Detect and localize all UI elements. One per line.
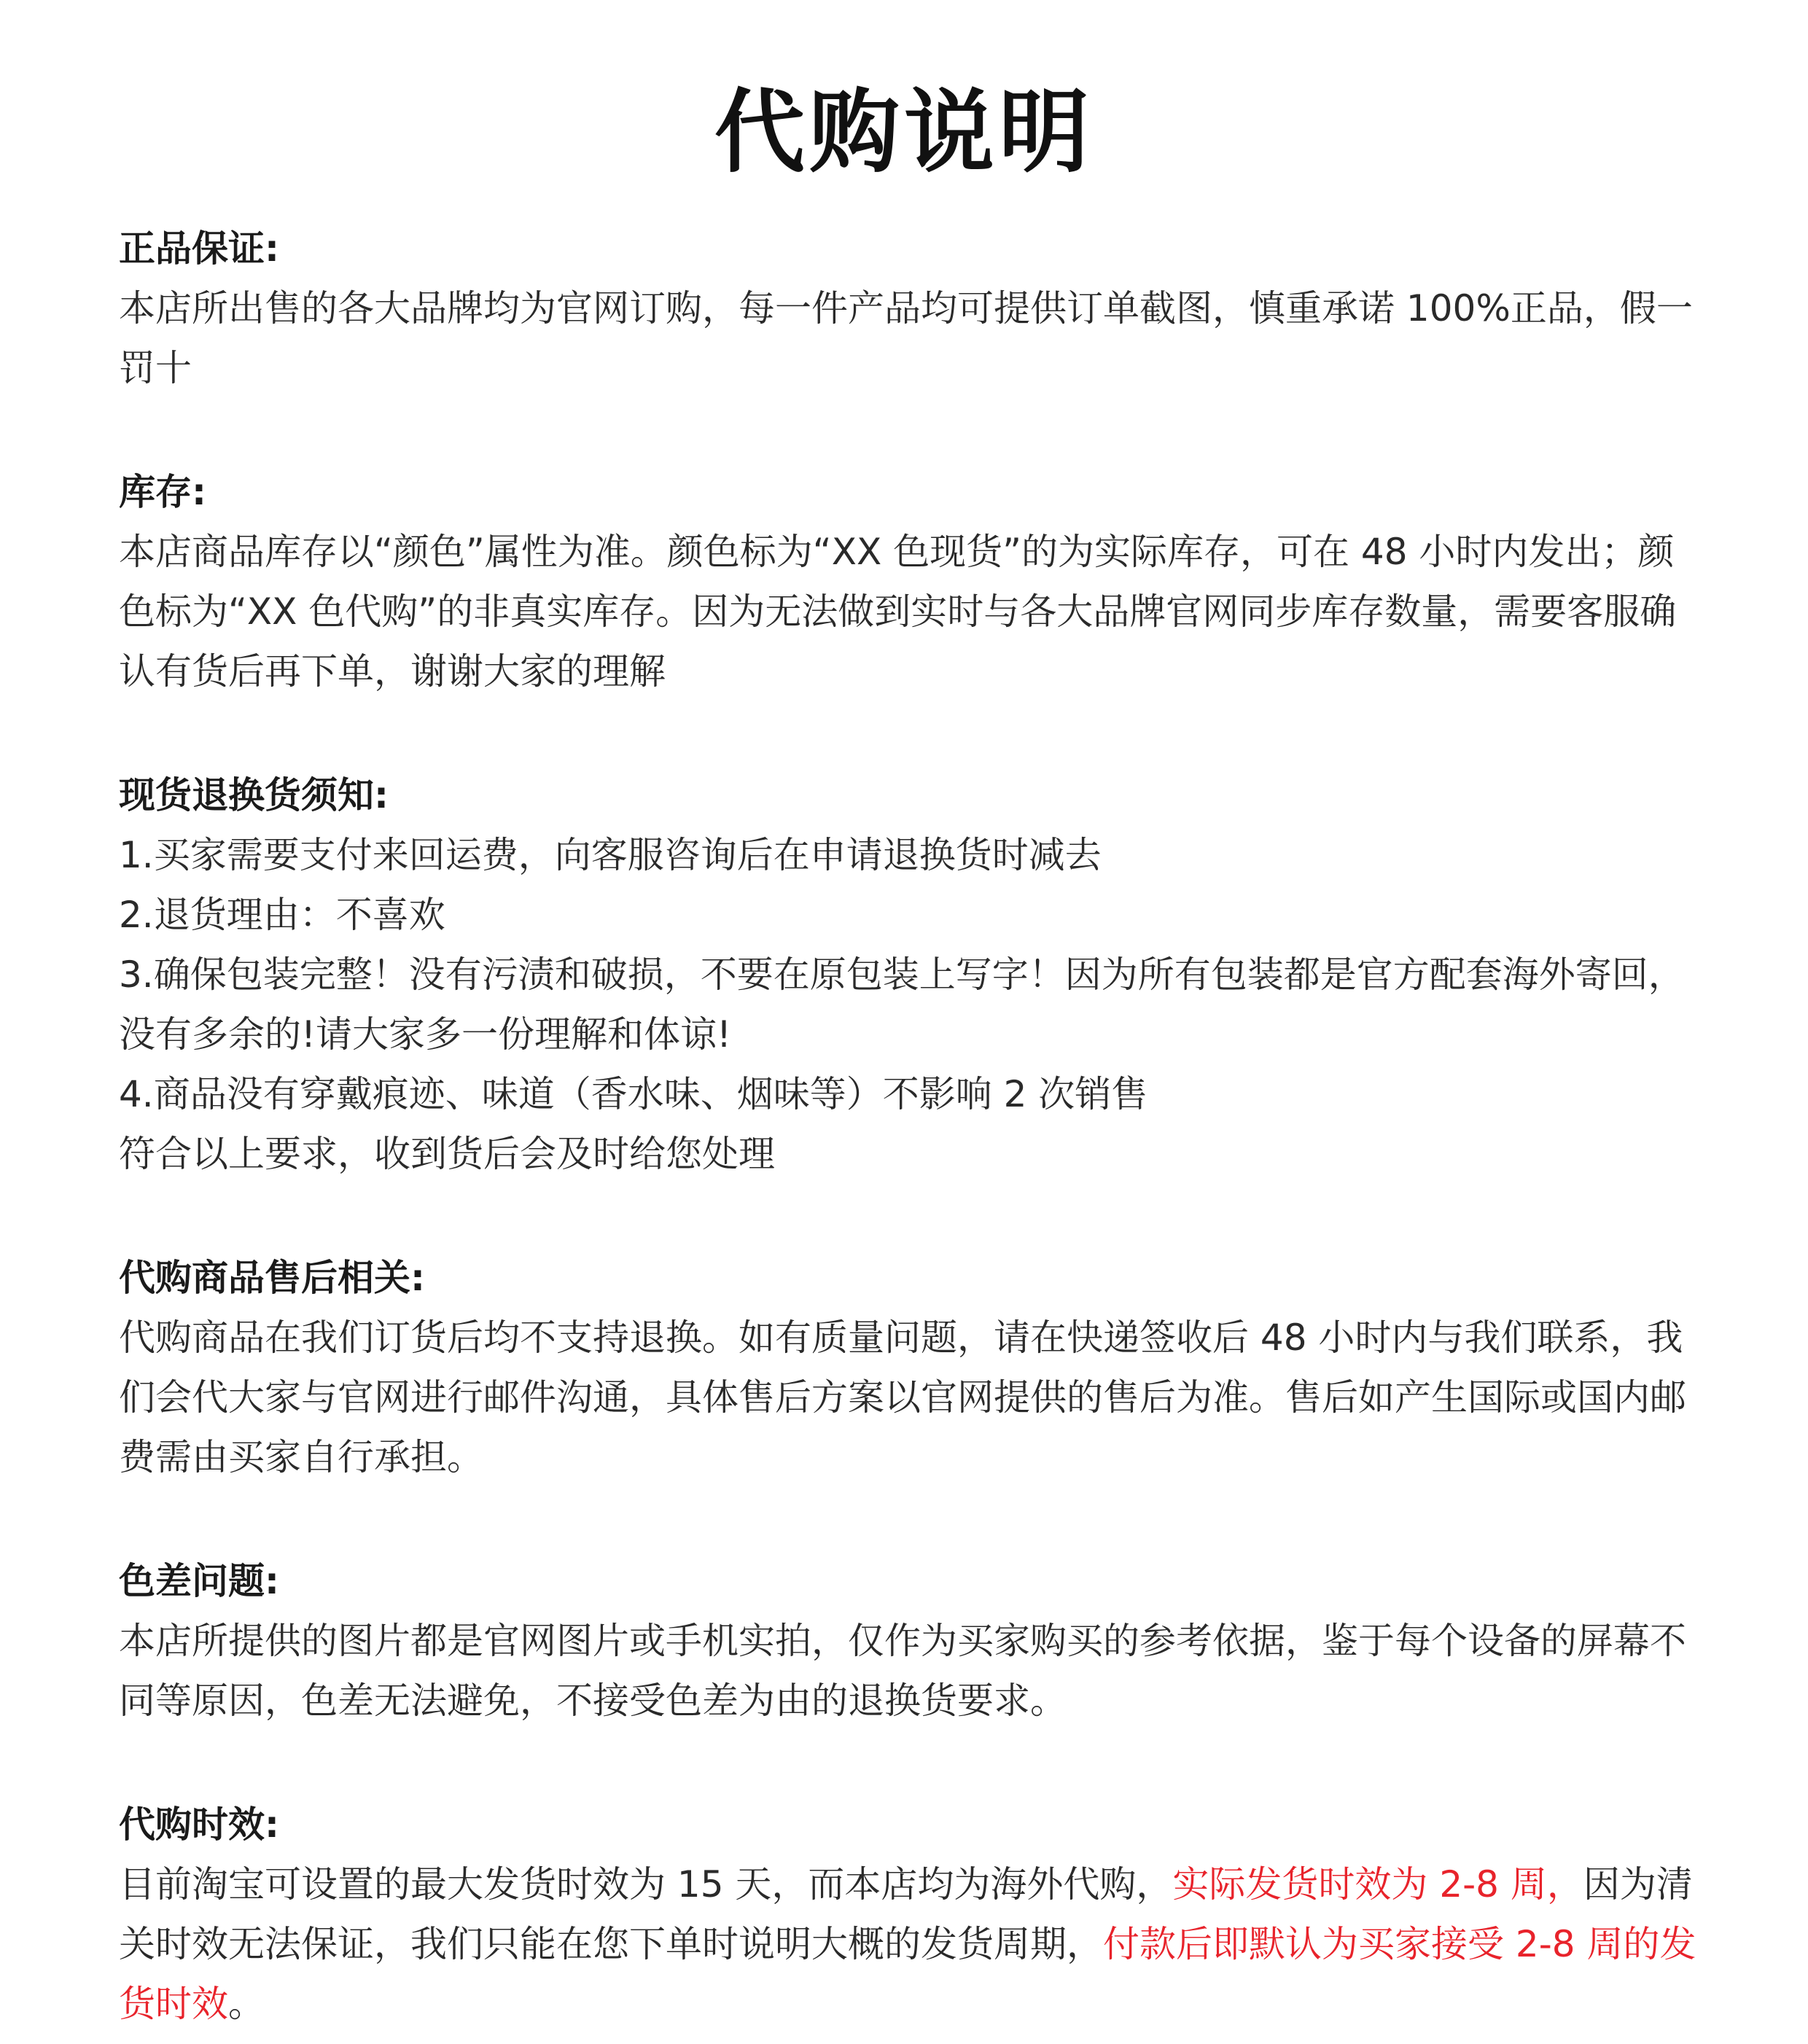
section-body <box>119 1854 1708 2034</box>
section-body: 本店商品库存以“颜色”属性为准。颜色标为“XX 色现货”的为实际库存，可在 48 小时内发出；颜色标为“XX 色代购”的非真实库存。因为无法做到实时与各大品牌官网同步库存数量，需要客服确认有货后再下单，谢谢大家的理解 <box>119 531 1677 693</box>
list-item: 3.确保包装完整！没有污渍和破损，不要在原包装上写字！因为所有包装都是官方配套海外寄回，没有多余的!请大家多一份理解和体谅! <box>119 953 1685 1056</box>
section-authentic <box>119 219 1708 398</box>
section-heading: 代购时效: <box>119 1803 279 1846</box>
section-after-sales <box>119 1248 1708 1487</box>
section-heading: 代购商品售后相关: <box>119 1257 425 1299</box>
section-body: 代购商品在我们订货后均不支持退换。如有质量问题，请在快递签收后 48 小时内与我们联系，我们会代大家与官网进行邮件沟通，具体售后方案以官网提供的售后为准。售后如产生国际或国内邮费需由买家自行承担。 <box>119 1316 1686 1478</box>
content <box>119 219 1708 2034</box>
highlight-text: 付款后即默认为买家接受 2-8 周的发货时效 <box>119 1923 1696 2025</box>
section-heading: 现货退换货须知: <box>119 774 389 816</box>
section-timing <box>119 1795 1708 2034</box>
list-item: 1.买家需要支付来回运费，向客服咨询后在申请退换货时减去 <box>119 834 1102 876</box>
body-text: 。 <box>228 1983 265 2025</box>
section-heading: 色差问题: <box>119 1560 279 1602</box>
highlight-text: 实际发货时效为 2-8 周， <box>1172 1863 1583 1905</box>
section-heading: 库存: <box>119 471 206 513</box>
body-text: 因为清关时效无法保证，我们只能在您下单时说明大概的发货周期， <box>119 1863 1693 1965</box>
section-heading: 正品保证: <box>119 227 279 270</box>
list-item: 4.商品没有穿戴痕迹、味道（香水味、烟味等）不影响 2 次销售 <box>119 1073 1148 1115</box>
page-title: 代购说明 <box>714 80 1094 185</box>
section-stock <box>119 462 1708 701</box>
section-returns <box>119 765 1708 1184</box>
body-text: 目前淘宝可设置的最大发货时效为 15 天，而本店均为海外代购， <box>119 1863 1173 1905</box>
list-item: 2.退货理由：不喜欢 <box>119 894 445 936</box>
section-color <box>119 1551 1708 1731</box>
section-body: 本店所出售的各大品牌均为官网订购，每一件产品均可提供订单截图，慎重承诺 100%正品，假一罚十 <box>119 287 1693 389</box>
list-item: 符合以上要求，收到货后会及时给您处理 <box>119 1133 775 1175</box>
section-body: 本店所提供的图片都是官网图片或手机实拍，仅作为买家购买的参考依据，鉴于每个设备的屏幕不同等原因，色差无法避免，不接受色差为由的退换货要求。 <box>119 1620 1686 1722</box>
